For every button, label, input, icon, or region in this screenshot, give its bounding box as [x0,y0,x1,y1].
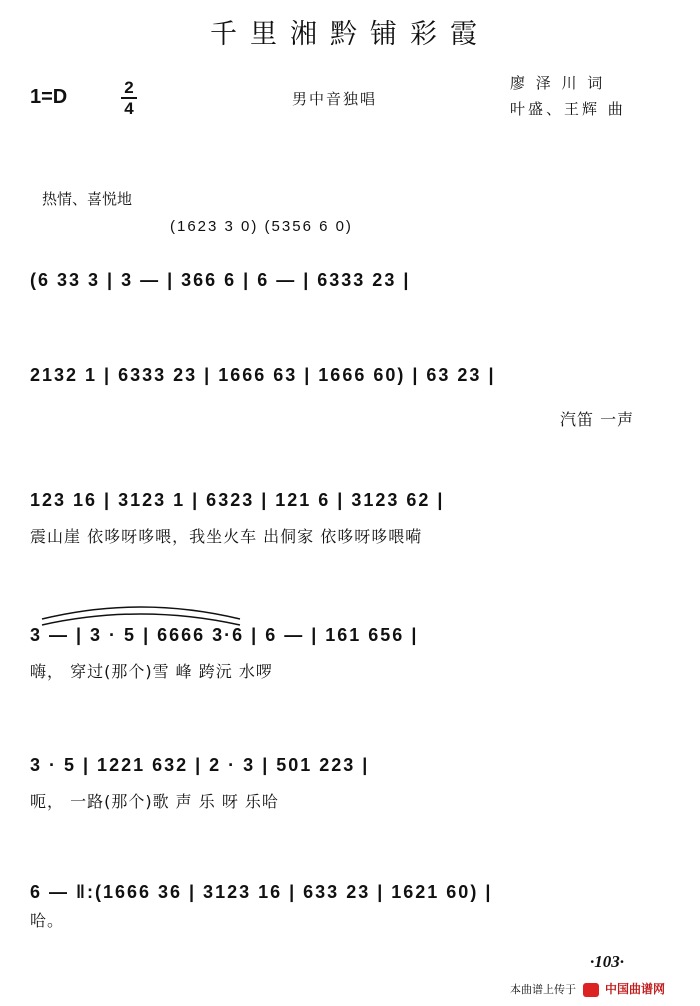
lyric-row: 哈。 [30,911,65,930]
lyricist-credit: 廖 泽 川 词 [510,74,606,92]
notation-row: 3 · 5 | 1221 632 | 2 · 3 | 501 223 | [30,755,370,775]
performance-type: 男中音独唱 [292,90,378,108]
score-line-6 [30,872,670,992]
time-signature-bottom: 4 [124,99,134,118]
lyric-row: 嗨， 穿过(那个)雪 峰 跨沅 水啰 [30,662,273,681]
score-line-2 [30,355,670,475]
score-line-4 [30,615,670,735]
score-line-5 [30,745,670,865]
notation-row: 3 — | 3 · 5 | 6666 3·6 | 6 — | 161 656 | [30,625,419,645]
score-line-1 [30,220,670,340]
lyric-row: 汽笛 一声 [560,410,635,429]
composer-credit: 叶盛、王辉 曲 [510,100,626,118]
key-signature: 1=D [30,86,68,108]
song-title: 千里湘黔铺彩霞 [210,19,490,50]
notation-row: 2132 1 | 6333 23 | 1666 63 | 1666 60) | 63 23 | [30,365,496,385]
notation-row: 123 16 | 3123 1 | 6323 | 121 6 | 3123 62 | [30,490,445,510]
time-signature [120,78,138,118]
tempo-marking: 热情、喜悦地 [42,190,133,208]
notation-row: (6 33 3 | 3 — | 366 6 | 6 — | 6333 23 | [30,270,411,290]
watermark-site: 中国曲谱网 [605,982,666,996]
watermark [510,980,665,997]
music-logo-icon [583,983,599,997]
watermark-prefix: 本曲谱上传于 [510,983,576,996]
score-line-3 [30,480,670,600]
lyric-row: 震山崖 依哆呀哆喂，我坐火车 出侗家 依哆呀哆喂嗬 [30,527,423,546]
lyric-row: 呃， 一路(那个)歌 声 乐 呀 乐哈 [30,792,279,811]
time-signature-top: 2 [124,78,134,97]
notation-row: 6 — ‖:(1666 36 | 3123 16 | 633 23 | 1621 60) | [30,882,493,902]
score-annotation: (1623 3 0) (5356 6 0) [170,218,353,235]
page-number: ·103· [590,952,624,971]
